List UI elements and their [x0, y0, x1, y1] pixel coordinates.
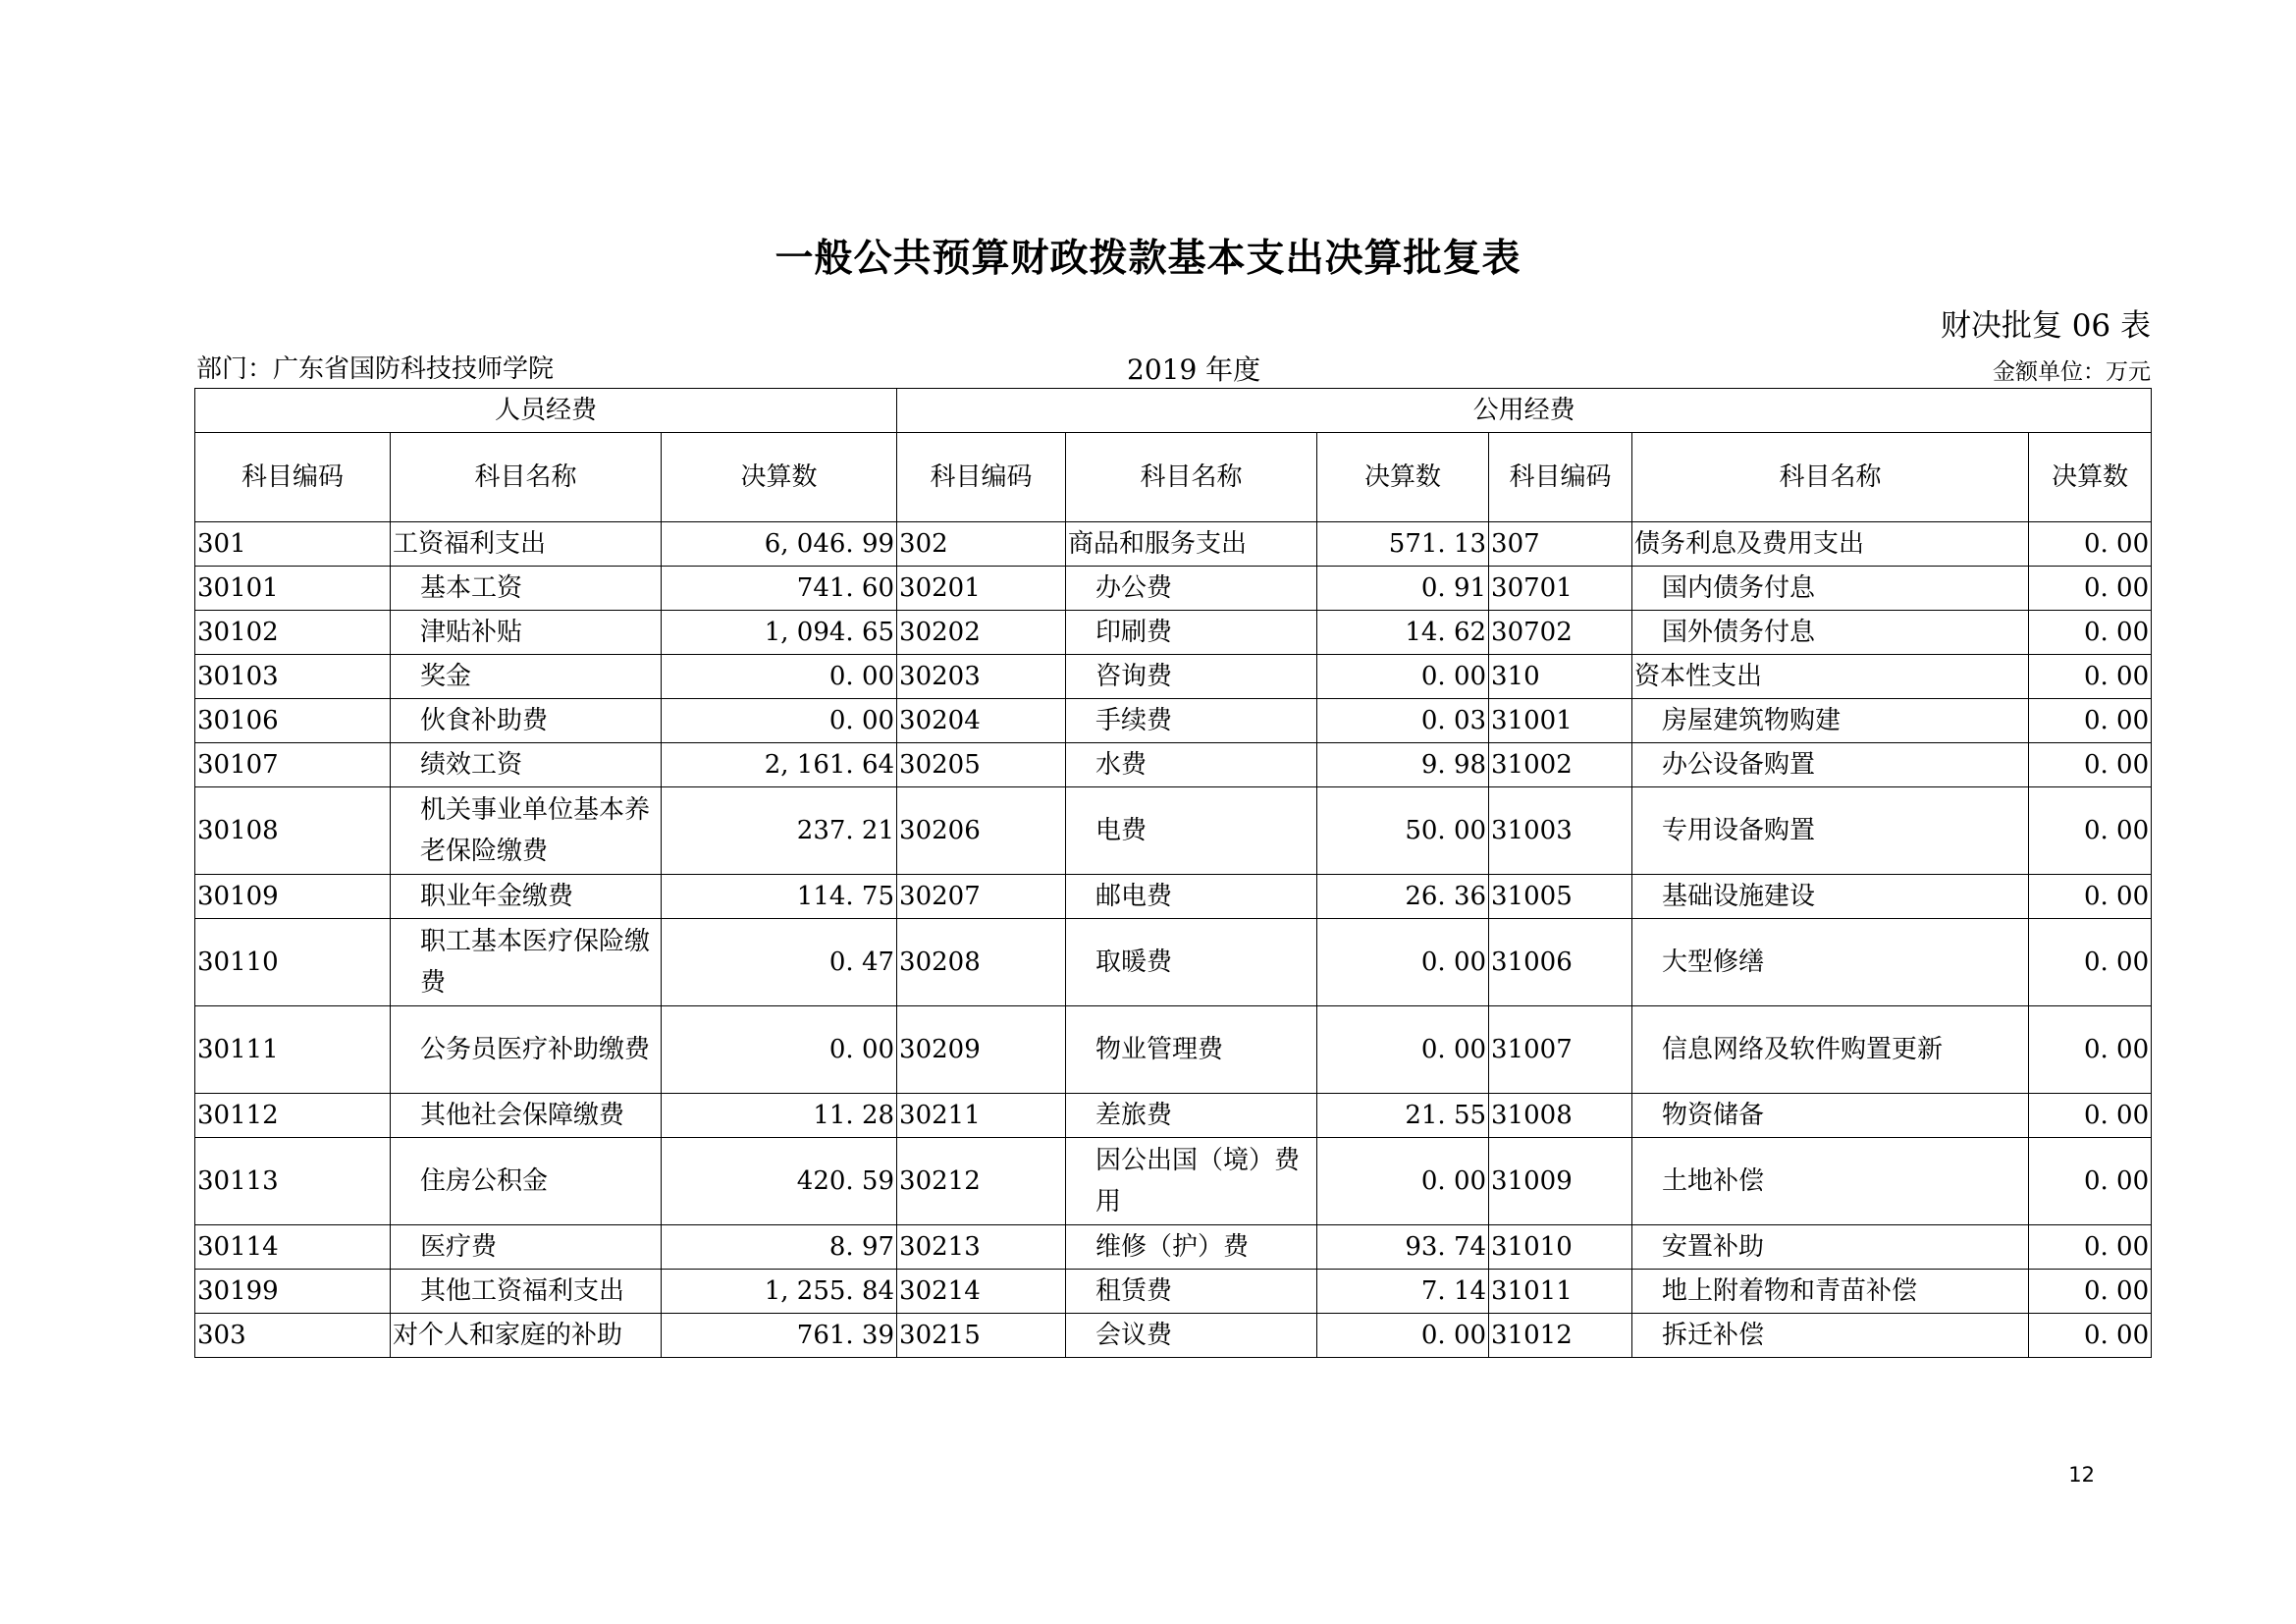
subject-code-cell: 31002 — [1489, 743, 1632, 787]
table-row — [195, 567, 2152, 611]
expenditure-table — [194, 388, 2152, 1358]
subject-name-cell: 物资储备 — [1632, 1094, 2029, 1138]
subject-name-cell: 取暖费 — [1066, 919, 1317, 1006]
subject-code-cell: 31007 — [1489, 1006, 1632, 1094]
subject-code-cell: 31012 — [1489, 1314, 1632, 1358]
subject-code-cell: 307 — [1489, 522, 1632, 567]
subject-code-cell: 30202 — [897, 611, 1066, 655]
col-header-name: 科目名称 — [1632, 433, 2029, 522]
table-row — [195, 919, 2152, 1006]
col-header-amount: 决算数 — [1317, 433, 1489, 522]
subject-code-cell: 30201 — [897, 567, 1066, 611]
amount-cell: 6, 046. 99 — [662, 522, 897, 567]
subject-code-cell: 30208 — [897, 919, 1066, 1006]
subject-code-cell: 30113 — [195, 1138, 391, 1225]
subject-name-cell: 土地补偿 — [1632, 1138, 2029, 1225]
amount-cell: 0. 00 — [2029, 522, 2152, 567]
subject-name-cell: 办公费 — [1066, 567, 1317, 611]
subject-code-cell: 30213 — [897, 1225, 1066, 1270]
subject-code-cell: 30214 — [897, 1270, 1066, 1314]
subject-name-cell: 医疗费 — [391, 1225, 662, 1270]
subject-code-cell: 30101 — [195, 567, 391, 611]
subject-name-cell: 工资福利支出 — [391, 522, 662, 567]
table-row — [195, 522, 2152, 567]
amount-cell: 0. 00 — [2029, 787, 2152, 875]
subject-code-cell: 30205 — [897, 743, 1066, 787]
amount-cell: 0. 00 — [1317, 919, 1489, 1006]
subject-name-cell: 电费 — [1066, 787, 1317, 875]
amount-cell: 93. 74 — [1317, 1225, 1489, 1270]
amount-cell: 0. 00 — [2029, 919, 2152, 1006]
subject-code-cell: 302 — [897, 522, 1066, 567]
subject-code-cell: 30106 — [195, 699, 391, 743]
subject-code-cell: 31003 — [1489, 787, 1632, 875]
table-row — [195, 1094, 2152, 1138]
subject-code-cell: 30206 — [897, 787, 1066, 875]
subject-code-cell: 30199 — [195, 1270, 391, 1314]
subject-code-cell: 30109 — [195, 875, 391, 919]
subject-code-cell: 30103 — [195, 655, 391, 699]
amount-cell: 8. 97 — [662, 1225, 897, 1270]
table-row — [195, 1270, 2152, 1314]
subject-code-cell: 31009 — [1489, 1138, 1632, 1225]
subject-code-cell: 30112 — [195, 1094, 391, 1138]
table-row — [195, 1225, 2152, 1270]
amount-cell: 0. 00 — [1317, 1006, 1489, 1094]
subject-name-cell: 差旅费 — [1066, 1094, 1317, 1138]
amount-cell: 420. 59 — [662, 1138, 897, 1225]
table-row — [195, 875, 2152, 919]
subject-name-cell: 水费 — [1066, 743, 1317, 787]
subject-code-cell: 30702 — [1489, 611, 1632, 655]
subject-code-cell: 30204 — [897, 699, 1066, 743]
subject-name-cell: 伙食补助费 — [391, 699, 662, 743]
subject-name-cell: 债务利息及费用支出 — [1632, 522, 2029, 567]
amount-cell: 0. 00 — [2029, 743, 2152, 787]
subject-code-cell: 30110 — [195, 919, 391, 1006]
subject-name-cell: 地上附着物和青苗补偿 — [1632, 1270, 2029, 1314]
amount-cell: 0. 03 — [1317, 699, 1489, 743]
amount-cell: 50. 00 — [1317, 787, 1489, 875]
form-code: 财决批复 06 表 — [1940, 308, 2151, 344]
subject-name-cell: 津贴补贴 — [391, 611, 662, 655]
subject-name-cell: 公务员医疗补助缴费 — [391, 1006, 662, 1094]
column-header-row — [195, 433, 2152, 522]
amount-cell: 0. 00 — [1317, 1314, 1489, 1358]
table-row — [195, 787, 2152, 875]
subject-code-cell: 31006 — [1489, 919, 1632, 1006]
subject-code-cell: 31010 — [1489, 1225, 1632, 1270]
subject-name-cell: 其他工资福利支出 — [391, 1270, 662, 1314]
subject-name-cell: 因公出国（境）费用 — [1066, 1138, 1317, 1225]
subject-name-cell: 专用设备购置 — [1632, 787, 2029, 875]
subject-code-cell: 30108 — [195, 787, 391, 875]
subject-code-cell: 30212 — [897, 1138, 1066, 1225]
amount-cell: 21. 55 — [1317, 1094, 1489, 1138]
subject-code-cell: 30207 — [897, 875, 1066, 919]
subject-name-cell: 国外债务付息 — [1632, 611, 2029, 655]
amount-cell: 571. 13 — [1317, 522, 1489, 567]
subject-name-cell: 资本性支出 — [1632, 655, 2029, 699]
group-header-row — [195, 389, 2152, 433]
table-row — [195, 699, 2152, 743]
amount-cell: 0. 00 — [2029, 1138, 2152, 1225]
table-row — [195, 1138, 2152, 1225]
amount-cell: 114. 75 — [662, 875, 897, 919]
amount-cell: 0. 00 — [1317, 655, 1489, 699]
col-header-code: 科目编码 — [195, 433, 391, 522]
subject-code-cell: 31001 — [1489, 699, 1632, 743]
subject-code-cell: 303 — [195, 1314, 391, 1358]
subject-code-cell: 301 — [195, 522, 391, 567]
subject-name-cell: 对个人和家庭的补助 — [391, 1314, 662, 1358]
subject-name-cell: 拆迁补偿 — [1632, 1314, 2029, 1358]
subject-name-cell: 邮电费 — [1066, 875, 1317, 919]
subject-name-cell: 印刷费 — [1066, 611, 1317, 655]
amount-cell: 761. 39 — [662, 1314, 897, 1358]
amount-cell: 0. 00 — [1317, 1138, 1489, 1225]
subject-name-cell: 办公设备购置 — [1632, 743, 2029, 787]
subject-name-cell: 物业管理费 — [1066, 1006, 1317, 1094]
amount-cell: 0. 00 — [2029, 655, 2152, 699]
subject-name-cell: 住房公积金 — [391, 1138, 662, 1225]
col-header-name: 科目名称 — [391, 433, 662, 522]
subject-code-cell: 30102 — [195, 611, 391, 655]
amount-cell: 741. 60 — [662, 567, 897, 611]
subject-name-cell: 维修（护）费 — [1066, 1225, 1317, 1270]
subject-code-cell: 31005 — [1489, 875, 1632, 919]
page-title: 一般公共预算财政拨款基本支出决算批复表 — [774, 237, 1522, 281]
amount-cell: 0. 00 — [2029, 1006, 2152, 1094]
amount-cell: 0. 47 — [662, 919, 897, 1006]
amount-cell: 0. 00 — [662, 699, 897, 743]
col-header-name: 科目名称 — [1066, 433, 1317, 522]
table-row — [195, 655, 2152, 699]
amount-cell: 0. 00 — [2029, 567, 2152, 611]
subject-name-cell: 大型修缮 — [1632, 919, 2029, 1006]
amount-cell: 0. 00 — [2029, 1314, 2152, 1358]
amount-cell: 0. 00 — [2029, 699, 2152, 743]
subject-code-cell: 31011 — [1489, 1270, 1632, 1314]
subject-name-cell: 安置补助 — [1632, 1225, 2029, 1270]
amount-cell: 1, 255. 84 — [662, 1270, 897, 1314]
amount-cell: 1, 094. 65 — [662, 611, 897, 655]
subject-code-cell: 30111 — [195, 1006, 391, 1094]
amount-cell: 0. 91 — [1317, 567, 1489, 611]
subject-name-cell: 职工基本医疗保险缴费 — [391, 919, 662, 1006]
subject-name-cell: 咨询费 — [1066, 655, 1317, 699]
amount-cell: 0. 00 — [2029, 611, 2152, 655]
fiscal-year: 2019 年度 — [1127, 353, 1261, 386]
subject-name-cell: 信息网络及软件购置更新 — [1632, 1006, 2029, 1094]
department-label: 部门：广东省国防科技技师学院 — [196, 354, 555, 384]
page-number: 12 — [2068, 1463, 2095, 1487]
subject-name-cell: 职业年金缴费 — [391, 875, 662, 919]
amount-cell: 237. 21 — [662, 787, 897, 875]
subject-name-cell: 基础设施建设 — [1632, 875, 2029, 919]
subject-name-cell: 商品和服务支出 — [1066, 522, 1317, 567]
table-row — [195, 1314, 2152, 1358]
table-row — [195, 1006, 2152, 1094]
subject-code-cell: 31008 — [1489, 1094, 1632, 1138]
amount-cell: 0. 00 — [2029, 1225, 2152, 1270]
group-public: 公用经费 — [897, 389, 2152, 433]
subject-code-cell: 30209 — [897, 1006, 1066, 1094]
amount-cell: 2, 161. 64 — [662, 743, 897, 787]
subject-code-cell: 30203 — [897, 655, 1066, 699]
col-header-amount: 决算数 — [2029, 433, 2152, 522]
group-personnel: 人员经费 — [195, 389, 897, 433]
subject-code-cell: 310 — [1489, 655, 1632, 699]
amount-cell: 11. 28 — [662, 1094, 897, 1138]
table-row — [195, 743, 2152, 787]
subject-code-cell: 30211 — [897, 1094, 1066, 1138]
amount-cell: 0. 00 — [2029, 875, 2152, 919]
col-header-code: 科目编码 — [1489, 433, 1632, 522]
subject-name-cell: 绩效工资 — [391, 743, 662, 787]
subject-name-cell: 奖金 — [391, 655, 662, 699]
subject-name-cell: 其他社会保障缴费 — [391, 1094, 662, 1138]
amount-cell: 7. 14 — [1317, 1270, 1489, 1314]
subject-name-cell: 房屋建筑物购建 — [1632, 699, 2029, 743]
amount-cell: 9. 98 — [1317, 743, 1489, 787]
table-row — [195, 611, 2152, 655]
amount-cell: 0. 00 — [662, 655, 897, 699]
amount-cell: 0. 00 — [2029, 1270, 2152, 1314]
subject-name-cell: 会议费 — [1066, 1314, 1317, 1358]
subject-name-cell: 租赁费 — [1066, 1270, 1317, 1314]
subject-name-cell: 手续费 — [1066, 699, 1317, 743]
amount-cell: 26. 36 — [1317, 875, 1489, 919]
col-header-code: 科目编码 — [897, 433, 1066, 522]
subject-code-cell: 30114 — [195, 1225, 391, 1270]
subject-code-cell: 30701 — [1489, 567, 1632, 611]
col-header-amount: 决算数 — [662, 433, 897, 522]
subject-name-cell: 国内债务付息 — [1632, 567, 2029, 611]
subject-code-cell: 30107 — [195, 743, 391, 787]
amount-cell: 0. 00 — [2029, 1094, 2152, 1138]
subject-code-cell: 30215 — [897, 1314, 1066, 1358]
amount-cell: 14. 62 — [1317, 611, 1489, 655]
subject-name-cell: 基本工资 — [391, 567, 662, 611]
amount-cell: 0. 00 — [662, 1006, 897, 1094]
amount-unit: 金额单位：万元 — [1993, 359, 2151, 385]
subject-name-cell: 机关事业单位基本养老保险缴费 — [391, 787, 662, 875]
